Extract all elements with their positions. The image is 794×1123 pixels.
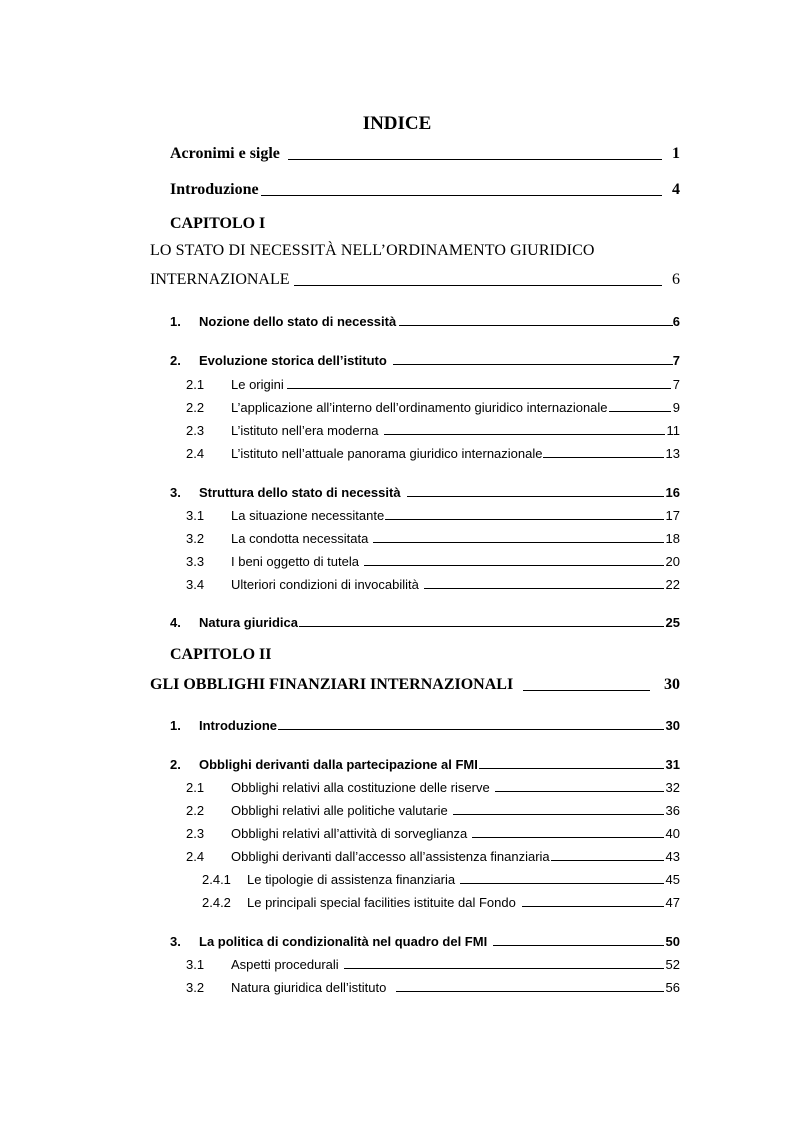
toc-entry[interactable]: [186, 421, 680, 438]
leader-line: [407, 495, 664, 497]
entry-page: 50: [665, 934, 680, 949]
entry-label: La situazione necessitante: [231, 508, 385, 523]
entry-label: I beni oggetto di tutela: [231, 554, 359, 569]
entry-number: 2.: [170, 353, 181, 368]
toc-entry[interactable]: [186, 375, 680, 392]
entry-label: L’applicazione all’interno dell’ordinamento giuridico internazionale: [231, 400, 608, 415]
leader-line: [393, 363, 673, 365]
entry-page: 22: [665, 577, 680, 592]
leader-line: [479, 767, 664, 769]
entry-page: 11: [666, 423, 680, 438]
leader-line: [523, 689, 650, 691]
toc-entry[interactable]: [170, 716, 680, 733]
entry-number: 2.3: [186, 423, 205, 438]
entry-page: 4: [672, 181, 680, 198]
leader-line: [396, 990, 663, 992]
entry-label: L’istituto nell’attuale panorama giuridico internazionale: [231, 446, 543, 461]
toc-entry[interactable]: [202, 893, 680, 910]
leader-line: [288, 158, 662, 160]
toc-entry[interactable]: [202, 870, 680, 887]
entry-number: 3.4: [186, 577, 205, 592]
leader-line: [344, 967, 664, 969]
leader-line: [384, 433, 664, 435]
leader-line: [424, 587, 664, 589]
entry-label: Le tipologie di assistenza finanziaria: [247, 872, 456, 887]
page-title: INDICE: [362, 113, 432, 134]
entry-page: 30: [664, 676, 680, 693]
entry-page: 47: [665, 895, 680, 910]
entry-label: Le origini: [231, 377, 284, 392]
toc-entry[interactable]: [186, 529, 680, 546]
leader-line: [472, 836, 663, 838]
entry-page: 32: [665, 780, 680, 795]
entry-label: La condotta necessitata: [231, 531, 369, 546]
entry-number: 2.4: [186, 849, 205, 864]
entry-page: 20: [665, 554, 680, 569]
toc-entry-chapter-2[interactable]: [150, 674, 680, 694]
entry-page: 56: [665, 980, 680, 995]
entry-label: Nozione dello stato di necessità: [199, 314, 397, 329]
toc-entry[interactable]: [186, 575, 680, 592]
entry-number: 2.4: [186, 446, 205, 461]
entry-page: 9: [672, 400, 680, 415]
leader-line: [495, 790, 664, 792]
entry-number: 1.: [170, 718, 181, 733]
entry-page: 25: [665, 615, 680, 630]
toc-entry[interactable]: [170, 483, 680, 500]
toc-entry[interactable]: [186, 552, 680, 569]
leader-line: [522, 905, 664, 907]
entry-page: 6: [672, 314, 680, 329]
entry-label: Evoluzione storica dell’istituto: [199, 353, 387, 368]
toc-entry[interactable]: [170, 351, 680, 368]
entry-number: 4.: [170, 615, 181, 630]
chapter-2-heading: CAPITOLO II: [170, 646, 272, 663]
entry-label: Introduzione: [199, 718, 277, 733]
toc-entry[interactable]: [170, 613, 680, 630]
toc-entry[interactable]: [170, 312, 680, 329]
chapter-1-heading: CAPITOLO I: [170, 215, 266, 232]
entry-label: Obblighi relativi alle politiche valutarie: [231, 803, 448, 818]
entry-page: 52: [665, 957, 680, 972]
toc-entry-chapter-1[interactable]: [150, 269, 680, 289]
entry-number: 3.1: [186, 957, 205, 972]
toc-entry[interactable]: [186, 398, 680, 415]
entry-page: 1: [672, 145, 680, 162]
entry-label: L’istituto nell’era moderna: [231, 423, 379, 438]
entry-page: 17: [665, 508, 680, 523]
entry-number: 1.: [170, 314, 181, 329]
entry-label: INTERNAZIONALE: [150, 271, 290, 288]
entry-number: 2.: [170, 757, 181, 772]
entry-page: 13: [665, 446, 680, 461]
entry-label: Obblighi derivanti dalla partecipazione al FMI: [199, 757, 478, 772]
entry-number: 3.: [170, 934, 181, 949]
entry-label: Obblighi relativi alla costituzione delle riserve: [231, 780, 490, 795]
entry-label: Obblighi relativi all’attività di sorveglianza: [231, 826, 468, 841]
entry-label: Ulteriori condizioni di invocabilità: [231, 577, 419, 592]
leader-line: [609, 410, 671, 412]
entry-page: 16: [665, 485, 680, 500]
toc-entry[interactable]: [186, 955, 680, 972]
entry-label: Acronimi e sigle: [170, 145, 280, 162]
entry-page: 45: [665, 872, 680, 887]
chapter-1-title: LO STATO DI NECESSITÀ NELL’ORDINAMENTO GIURIDICO: [150, 242, 595, 259]
entry-page: 43: [665, 849, 680, 864]
leader-line: [460, 882, 663, 884]
entry-label: Natura giuridica: [199, 615, 298, 630]
toc-entry[interactable]: [170, 755, 680, 772]
entry-label: Natura giuridica dell’istituto: [231, 980, 387, 995]
leader-line: [385, 518, 663, 520]
entry-label: GLI OBBLIGHI FINANZIARI INTERNAZIONALI: [150, 676, 514, 693]
toc-entry-acronyms[interactable]: [170, 143, 680, 163]
entry-label: Introduzione: [170, 181, 259, 198]
entry-number: 3.: [170, 485, 181, 500]
entry-label: Le principali special facilities istituite dal Fondo: [247, 895, 516, 910]
entry-number: 3.2: [186, 980, 205, 995]
leader-line: [364, 564, 664, 566]
leader-line: [493, 944, 663, 946]
toc-entry[interactable]: [170, 932, 680, 949]
entry-number: 3.2: [186, 531, 205, 546]
entry-page: 30: [665, 718, 680, 733]
toc-entry[interactable]: [186, 824, 680, 841]
leader-line: [294, 284, 662, 286]
toc-entry[interactable]: [186, 778, 680, 795]
entry-page: 18: [665, 531, 680, 546]
entry-number: 2.2: [186, 400, 205, 415]
entry-label: Struttura dello stato di necessità: [199, 485, 401, 500]
entry-page: 7: [672, 377, 680, 392]
leader-line: [373, 541, 663, 543]
leader-line: [278, 728, 664, 730]
leader-line: [261, 194, 662, 196]
entry-number: 2.4.1: [202, 872, 231, 887]
entry-page: 40: [665, 826, 680, 841]
leader-line: [543, 456, 663, 458]
entry-page: 36: [665, 803, 680, 818]
entry-page: 31: [665, 757, 680, 772]
leader-line: [299, 625, 664, 627]
entry-label: Obblighi derivanti dall’accesso all’assistenza finanziaria: [231, 849, 550, 864]
entry-page: 7: [672, 353, 680, 368]
toc-entry[interactable]: [186, 506, 680, 523]
entry-page: 6: [672, 271, 680, 288]
leader-line: [287, 387, 671, 389]
entry-number: 2.1: [186, 780, 205, 795]
entry-number: 2.1: [186, 377, 205, 392]
leader-line: [551, 859, 664, 861]
leader-line: [399, 324, 673, 326]
toc-entry[interactable]: [186, 978, 680, 995]
entry-number: 3.1: [186, 508, 205, 523]
toc-entry[interactable]: [186, 444, 680, 461]
entry-label: Aspetti procedurali: [231, 957, 339, 972]
entry-number: 2.4.2: [202, 895, 231, 910]
toc-entry-introduction[interactable]: [170, 179, 680, 199]
toc-entry[interactable]: [186, 847, 680, 864]
toc-entry[interactable]: [186, 801, 680, 818]
entry-label: La politica di condizionalità nel quadro del FMI: [199, 934, 488, 949]
leader-line: [453, 813, 664, 815]
entry-number: 2.3: [186, 826, 205, 841]
entry-number: 2.2: [186, 803, 205, 818]
entry-number: 3.3: [186, 554, 205, 569]
